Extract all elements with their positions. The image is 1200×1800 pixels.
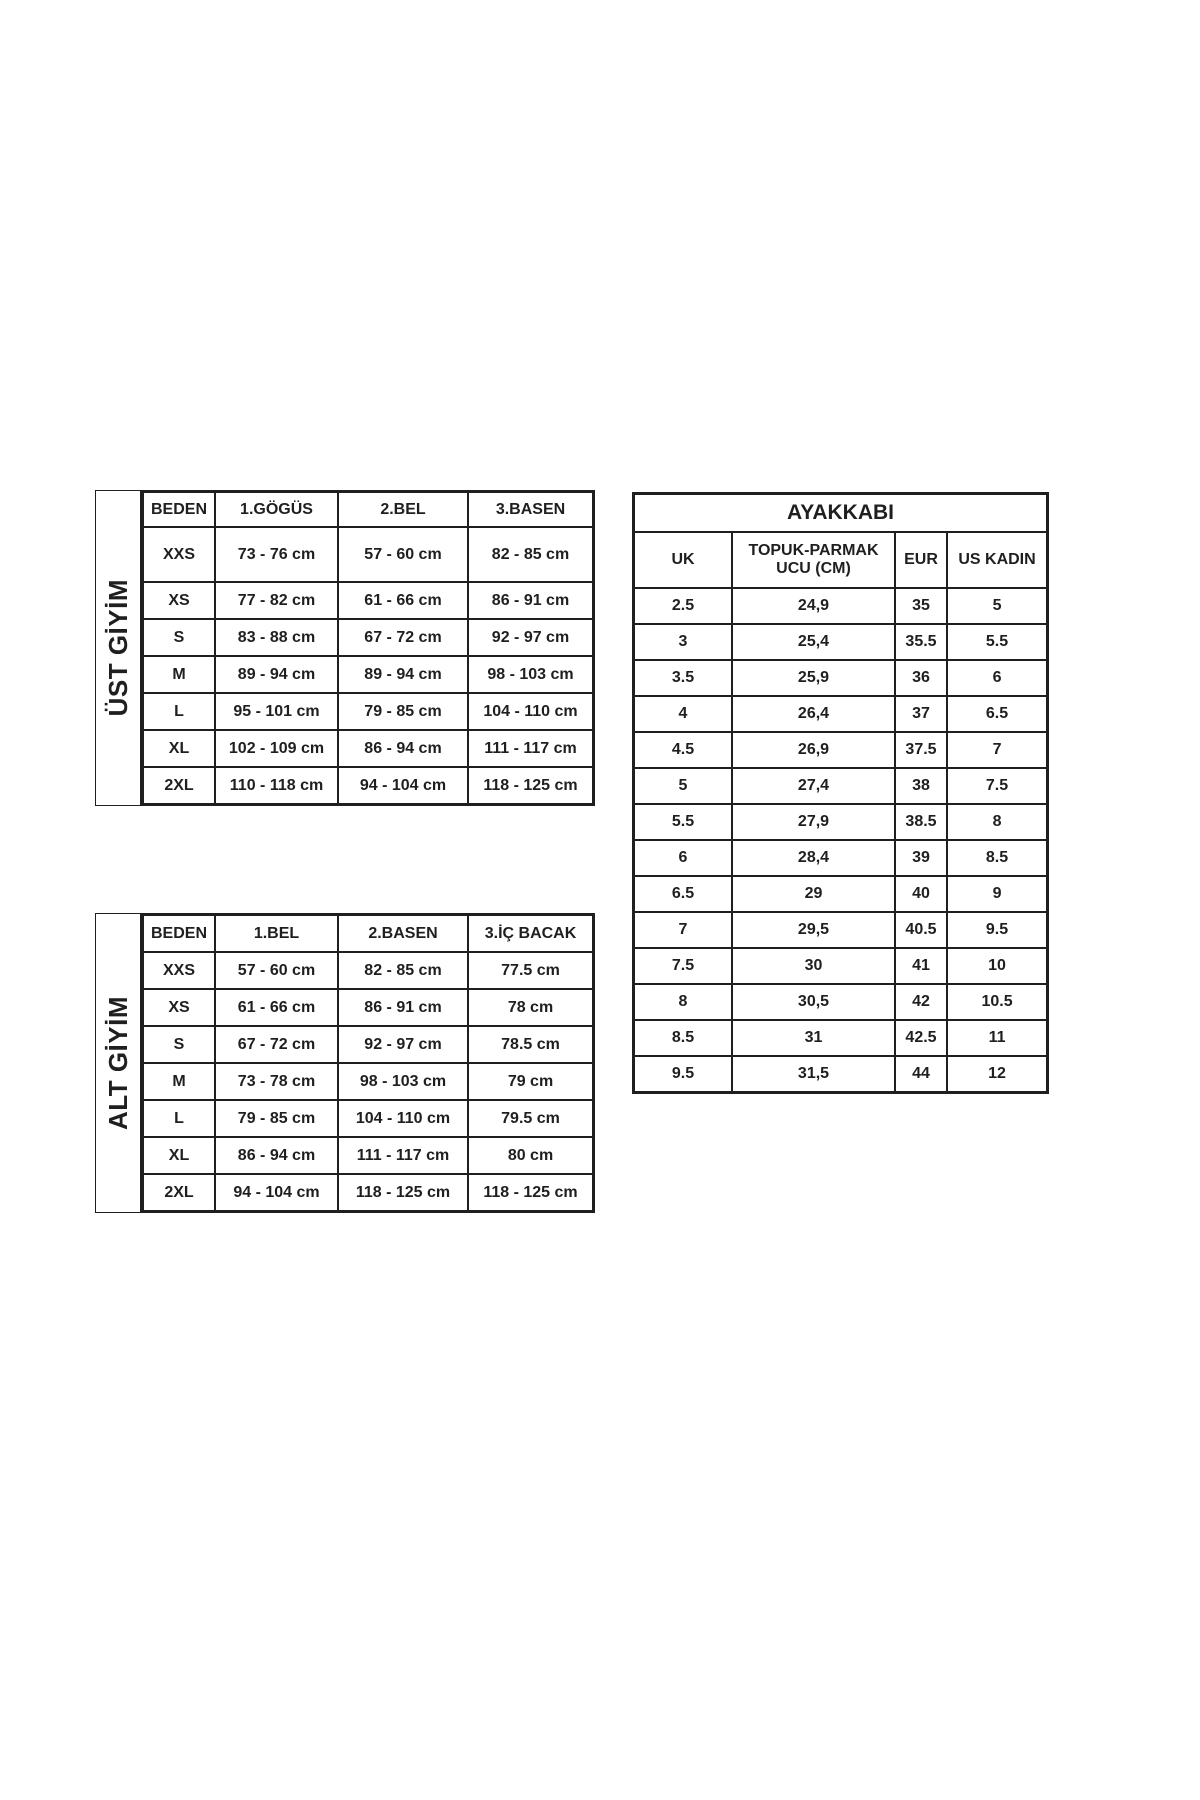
column-header-basen: 3.BASEN [468,492,593,527]
table-cell-waist: 61 - 66 cm [215,989,338,1026]
table-cell-uswomen: 12 [947,1056,1047,1092]
column-header-beden: BEDEN [143,492,215,527]
table-cell-uk: 7.5 [634,948,732,984]
table-row [143,989,593,1026]
ust-giyim-side-label-cell [96,491,142,805]
table-cell-heeltoe: 29,5 [732,912,895,948]
table-cell-heeltoe: 26,9 [732,732,895,768]
table-cell-uk: 5.5 [634,804,732,840]
table-cell-uswomen: 6.5 [947,696,1047,732]
table-cell-inseam: 77.5 cm [468,952,593,989]
table-row [634,1020,1047,1056]
table-cell-heeltoe: 26,4 [732,696,895,732]
table-row [143,693,593,730]
table-cell-uk: 3 [634,624,732,660]
alt-giyim-side-label-cell [96,914,142,1212]
table-cell-inseam: 79.5 cm [468,1100,593,1137]
table-cell-uswomen: 9 [947,876,1047,912]
table-cell-heeltoe: 31,5 [732,1056,895,1092]
table-row [143,767,593,804]
ayakkabi-grid [633,493,1048,1093]
header-row [143,915,593,952]
table-row [634,624,1047,660]
table-cell-heeltoe: 25,4 [732,624,895,660]
table-row [634,912,1047,948]
column-header-heeltoe: TOPUK-PARMAK UCU (CM) [732,532,895,588]
table-cell-eur: 37 [895,696,947,732]
column-header-bel: 2.BEL [338,492,468,527]
table-cell-hip: 92 - 97 cm [468,619,593,656]
table-cell-heeltoe: 28,4 [732,840,895,876]
ayakkabi-body [634,588,1047,1092]
table-row [634,984,1047,1020]
table-row [634,696,1047,732]
table-cell-waist: 67 - 72 cm [215,1026,338,1063]
table-cell-hip: 104 - 110 cm [468,693,593,730]
table-cell-hip: 82 - 85 cm [338,952,468,989]
table-cell-heeltoe: 24,9 [732,588,895,624]
table-cell-heeltoe: 30 [732,948,895,984]
table-row [634,840,1047,876]
table-title-row [634,494,1047,532]
column-header-uswomen: US KADIN [947,532,1047,588]
table-cell-uk: 9.5 [634,1056,732,1092]
table-cell-hip: 92 - 97 cm [338,1026,468,1063]
table-cell-heeltoe: 27,4 [732,768,895,804]
table-cell-eur: 42.5 [895,1020,947,1056]
table-cell-size: XXS [143,952,215,989]
table-cell-waist: 86 - 94 cm [215,1137,338,1174]
table-cell-eur: 38.5 [895,804,947,840]
alt-giyim-body [143,952,593,1211]
table-cell-waist: 57 - 60 cm [215,952,338,989]
table-cell-uswomen: 7 [947,732,1047,768]
table-cell-eur: 36 [895,660,947,696]
table-row [634,732,1047,768]
table-cell-uk: 8.5 [634,1020,732,1056]
table-cell-uk: 4 [634,696,732,732]
table-cell-size: 2XL [143,1174,215,1211]
table-cell-size: S [143,1026,215,1063]
table-cell-size: S [143,619,215,656]
table-row [143,1026,593,1063]
table-cell-waist: 94 - 104 cm [215,1174,338,1211]
table-cell-inseam: 79 cm [468,1063,593,1100]
table-row [143,1137,593,1174]
table-row [634,660,1047,696]
table-cell-uswomen: 11 [947,1020,1047,1056]
table-cell-heeltoe: 31 [732,1020,895,1056]
table-cell-hip: 104 - 110 cm [338,1100,468,1137]
table-row [143,527,593,582]
table-cell-eur: 35.5 [895,624,947,660]
table-cell-uswomen: 8 [947,804,1047,840]
table-cell-waist: 79 - 85 cm [215,1100,338,1137]
table-cell-inseam: 78 cm [468,989,593,1026]
table-row [143,582,593,619]
ayakkabi-table [632,492,1049,1094]
table-cell-hip: 86 - 91 cm [338,989,468,1026]
table-cell-chest: 77 - 82 cm [215,582,338,619]
table-cell-uk: 8 [634,984,732,1020]
table-cell-waist: 94 - 104 cm [338,767,468,804]
table-row [634,804,1047,840]
table-cell-eur: 35 [895,588,947,624]
table-cell-waist: 79 - 85 cm [338,693,468,730]
table-cell-uswomen: 7.5 [947,768,1047,804]
table-cell-eur: 38 [895,768,947,804]
table-cell-eur: 41 [895,948,947,984]
table-cell-hip: 118 - 125 cm [338,1174,468,1211]
table-cell-size: XXS [143,527,215,582]
table-cell-uswomen: 10 [947,948,1047,984]
table-cell-heeltoe: 29 [732,876,895,912]
ust-giyim-table [95,490,595,806]
table-cell-uk: 2.5 [634,588,732,624]
table-title: AYAKKABI [634,494,1047,532]
ust-giyim-body [143,527,593,804]
table-cell-waist: 67 - 72 cm [338,619,468,656]
column-header-icbacak: 3.İÇ BACAK [468,915,593,952]
table-cell-size: L [143,1100,215,1137]
table-row [634,768,1047,804]
table-cell-eur: 40.5 [895,912,947,948]
table-cell-chest: 95 - 101 cm [215,693,338,730]
table-cell-uk: 3.5 [634,660,732,696]
table-row [143,1100,593,1137]
table-row [143,1063,593,1100]
table-row [143,952,593,989]
column-header-bel: 1.BEL [215,915,338,952]
table-cell-hip: 111 - 117 cm [468,730,593,767]
table-cell-size: 2XL [143,767,215,804]
table-row [634,1056,1047,1092]
table-row [634,948,1047,984]
column-header-beden: BEDEN [143,915,215,952]
table-cell-heeltoe: 27,9 [732,804,895,840]
table-cell-uk: 6 [634,840,732,876]
table-cell-eur: 39 [895,840,947,876]
table-cell-uk: 6.5 [634,876,732,912]
header-row [143,492,593,527]
ust-giyim-grid [142,491,594,805]
table-cell-hip: 98 - 103 cm [338,1063,468,1100]
table-cell-chest: 73 - 76 cm [215,527,338,582]
table-cell-uk: 4.5 [634,732,732,768]
table-cell-hip: 82 - 85 cm [468,527,593,582]
column-header-uk: UK [634,532,732,588]
table-row [634,588,1047,624]
table-cell-uswomen: 5 [947,588,1047,624]
table-cell-eur: 44 [895,1056,947,1092]
table-cell-size: XS [143,582,215,619]
table-cell-size: M [143,1063,215,1100]
table-cell-inseam: 80 cm [468,1137,593,1174]
table-cell-uswomen: 5.5 [947,624,1047,660]
table-cell-chest: 83 - 88 cm [215,619,338,656]
alt-giyim-grid [142,914,594,1212]
table-cell-size: XS [143,989,215,1026]
alt-giyim-side-label: ALT GİYİM [102,995,133,1130]
column-header-gogus: 1.GÖGÜS [215,492,338,527]
table-cell-chest: 110 - 118 cm [215,767,338,804]
table-cell-uk: 5 [634,768,732,804]
table-cell-eur: 42 [895,984,947,1020]
table-row [143,1174,593,1211]
column-header-eur: EUR [895,532,947,588]
alt-giyim-table [95,913,595,1213]
table-row [143,730,593,767]
table-cell-chest: 102 - 109 cm [215,730,338,767]
table-cell-waist: 61 - 66 cm [338,582,468,619]
table-cell-uswomen: 8.5 [947,840,1047,876]
table-cell-size: M [143,656,215,693]
table-cell-eur: 37.5 [895,732,947,768]
table-cell-chest: 89 - 94 cm [215,656,338,693]
table-cell-hip: 111 - 117 cm [338,1137,468,1174]
table-cell-uswomen: 10.5 [947,984,1047,1020]
table-cell-waist: 57 - 60 cm [338,527,468,582]
table-cell-inseam: 118 - 125 cm [468,1174,593,1211]
table-row [143,656,593,693]
table-cell-heeltoe: 25,9 [732,660,895,696]
table-cell-hip: 118 - 125 cm [468,767,593,804]
table-cell-hip: 98 - 103 cm [468,656,593,693]
table-cell-size: L [143,693,215,730]
table-row [143,619,593,656]
table-cell-heeltoe: 30,5 [732,984,895,1020]
table-row [634,876,1047,912]
table-cell-size: XL [143,730,215,767]
table-cell-size: XL [143,1137,215,1174]
ust-giyim-side-label: ÜST GİYİM [102,579,133,717]
table-cell-inseam: 78.5 cm [468,1026,593,1063]
table-cell-waist: 89 - 94 cm [338,656,468,693]
table-cell-waist: 73 - 78 cm [215,1063,338,1100]
header-row [634,532,1047,588]
table-cell-uk: 7 [634,912,732,948]
table-cell-hip: 86 - 91 cm [468,582,593,619]
table-cell-eur: 40 [895,876,947,912]
table-cell-uswomen: 6 [947,660,1047,696]
table-cell-uswomen: 9.5 [947,912,1047,948]
column-header-basen: 2.BASEN [338,915,468,952]
table-cell-waist: 86 - 94 cm [338,730,468,767]
